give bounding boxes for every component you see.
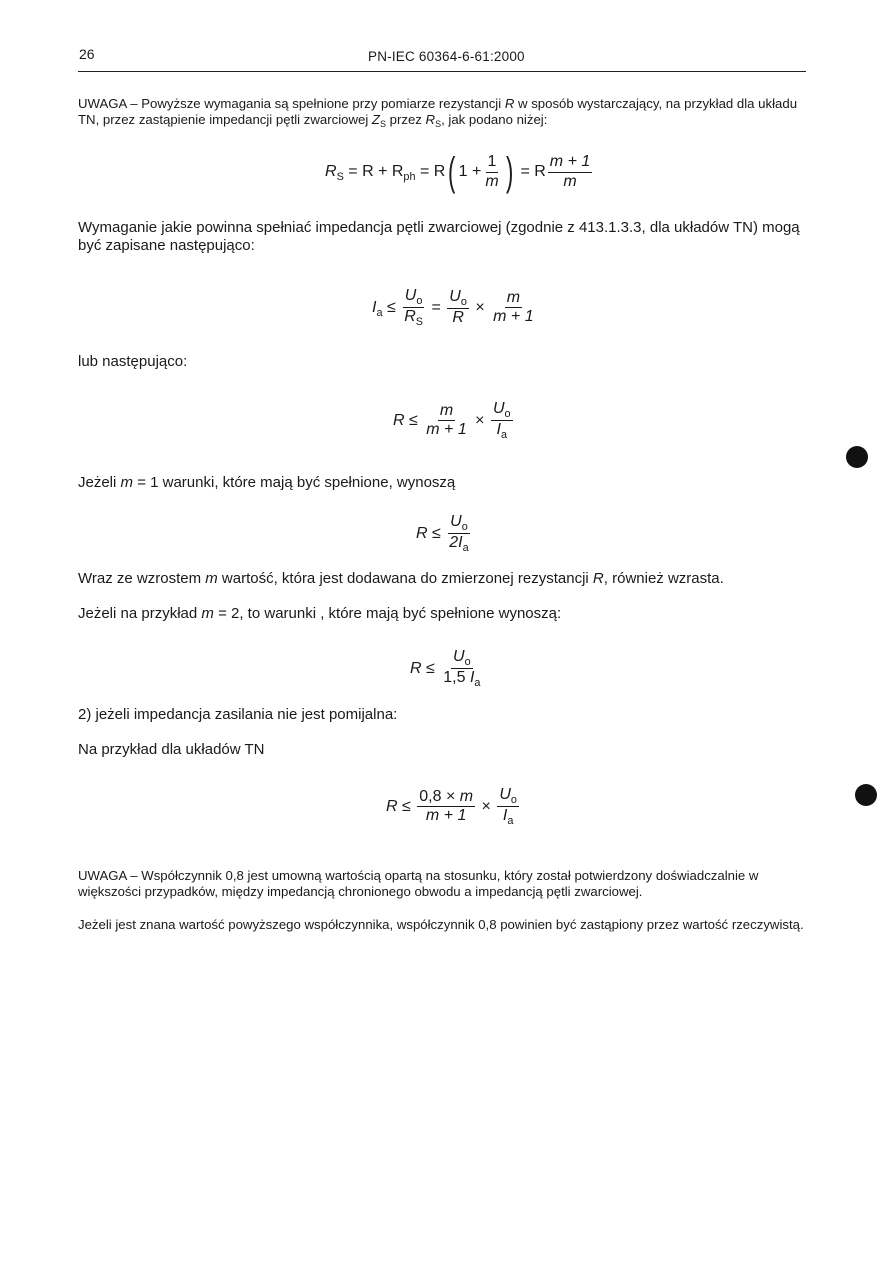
para4-m: m xyxy=(120,474,134,491)
eq3-ia: I xyxy=(496,421,501,439)
eq6-le: ≤ xyxy=(402,798,411,816)
eq1-rs: R xyxy=(325,163,337,181)
eq3-ia-sub: a xyxy=(500,429,508,442)
para6-text-b: = 2, to warunki , które mają być spełnione wynoszą: xyxy=(213,605,562,622)
eq2-rs: R xyxy=(404,308,416,326)
para6-text-a: Jeżeli na przykład xyxy=(78,605,202,622)
eq3-frac-m-m1 xyxy=(424,402,468,440)
note1-sub-s1: S xyxy=(379,119,386,130)
standard-designation: PN-IEC 60364-6-61:2000 xyxy=(368,49,525,64)
eq1-rph-sub: ph xyxy=(403,171,416,184)
eq3-times: × xyxy=(475,412,485,430)
eq6-r: R xyxy=(386,798,398,816)
eq6-times: × xyxy=(481,798,491,816)
eq4-le: ≤ xyxy=(432,525,441,543)
eq2-times: × xyxy=(475,299,485,317)
eq2-u0b: U xyxy=(449,287,461,305)
eq6-u0: U xyxy=(499,786,511,803)
eq3-u0-sub: o xyxy=(504,407,511,420)
eq6-frac-u0-ia xyxy=(497,786,519,828)
right-paren: ) xyxy=(505,150,514,194)
paragraph-or: lub następująco: xyxy=(78,353,188,370)
eq3-le: ≤ xyxy=(409,412,418,430)
eq5-u0-sub: o xyxy=(464,655,471,668)
eq4-u0-sub: o xyxy=(461,520,468,533)
eq3-m-plus-1: m + 1 xyxy=(426,421,467,439)
eq2-u0a-sub: o xyxy=(416,294,423,307)
para5-m: m xyxy=(205,570,218,587)
note1-text-b: w sposób wystarczający, na przykład dla układu TN, przez zastąpienie impedancji pętli zwarciowej xyxy=(78,96,798,128)
eq2-m: m xyxy=(505,289,522,308)
paragraph-m-equals-2 xyxy=(78,605,808,623)
eq4-r: R xyxy=(416,525,428,543)
eq1-eq-r: = R xyxy=(419,163,446,181)
paragraph-increase xyxy=(78,570,808,588)
equation-ia xyxy=(372,287,538,329)
eq2-ia: I xyxy=(372,299,377,317)
eq6-u0-sub: o xyxy=(510,793,517,806)
eq5-den-num: 1,5 xyxy=(443,669,470,687)
eq1-frac-num: 1 xyxy=(486,153,499,172)
eq2-rs-sub: S xyxy=(415,316,424,329)
eq6-ia: I xyxy=(502,807,508,825)
para5-r: R xyxy=(592,570,604,587)
eq1-one-plus: 1 + xyxy=(458,163,482,181)
eq2-frac-u0-r xyxy=(447,288,469,328)
note1-text-c: przez xyxy=(385,112,426,128)
eq2-le: ≤ xyxy=(386,299,396,317)
equation-r-4 xyxy=(386,786,521,828)
note1-sub-s2: S xyxy=(435,119,442,130)
eq2-ia-sub: a xyxy=(376,306,383,319)
eq3-u0: U xyxy=(492,400,505,417)
eq4-frac xyxy=(447,513,470,555)
paragraph-m-equals-1 xyxy=(78,474,808,492)
note1-var-rs: R xyxy=(425,112,436,128)
equation-r-2 xyxy=(416,513,473,555)
note1-text-d: , jak podano niżej: xyxy=(441,112,548,128)
eq2-eq: = xyxy=(431,299,441,317)
eq2-u0a: U xyxy=(404,287,417,304)
eq3-frac-u0-ia xyxy=(491,400,513,442)
page-number: 26 xyxy=(79,46,95,62)
eq2-r: R xyxy=(452,309,464,327)
eq4-u0: U xyxy=(450,513,462,530)
note1-text-a: UWAGA – Powyższe wymagania są spełnione przy pomiarze rezystancji xyxy=(78,96,505,111)
eq5-den-i: I xyxy=(469,669,475,687)
eq1-frac2-den: m xyxy=(563,172,577,190)
para5-text-a: Wraz ze wzrostem xyxy=(78,570,206,587)
note-paragraph-3: Jeżeli jest znana wartość powyższego współczynnika, współczynnik 0,8 powinien być zastąpiony przez wartość rzeczywistą. xyxy=(78,917,804,932)
equation-r-1 xyxy=(393,400,515,442)
eq4-den: 2I xyxy=(449,534,463,552)
eq1-eq-r2: = R xyxy=(520,163,546,181)
eq5-den-sub: a xyxy=(474,677,481,690)
note-paragraph-1 xyxy=(78,96,808,130)
equation-rs xyxy=(325,152,594,192)
eq6-num1: 0,8 × xyxy=(419,787,460,805)
left-paren: ( xyxy=(448,150,456,194)
eq3-r: R xyxy=(393,412,405,430)
eq2-m-plus-1: m + 1 xyxy=(493,308,534,326)
eq2-frac-m-m1 xyxy=(491,289,535,327)
eq1-r-plus: = R + R xyxy=(348,163,404,181)
paragraph-supply-impedance: 2) jeżeli impedancja zasilania nie jest pomijalna: xyxy=(78,706,398,723)
eq1-frac-den: m xyxy=(485,172,499,190)
eq3-m: m xyxy=(438,402,455,421)
para4-text-b: = 1 warunki, które mają być spełnione, wynoszą xyxy=(133,474,456,491)
eq1-rs-sub: S xyxy=(336,171,344,184)
para4-text-a: Jeżeli xyxy=(78,474,121,491)
eq4-den-sub: a xyxy=(462,542,469,555)
eq6-m-plus-1: m + 1 xyxy=(425,807,467,825)
eq6-frac-08m xyxy=(417,788,475,826)
para5-text-c: , również wzrasta. xyxy=(603,570,724,587)
eq6-m: m xyxy=(459,787,474,805)
paragraph-tn-example: Na przykład dla układów TN xyxy=(78,741,265,758)
para5-text-b: wartość, która jest dodawana do zmierzonej rezystancji xyxy=(217,570,593,587)
eq2-frac-u0-rs xyxy=(402,287,425,329)
header-rule xyxy=(78,71,806,72)
eq1-frac-1-over-m xyxy=(483,153,500,191)
eq5-u0: U xyxy=(453,648,465,665)
eq5-le: ≤ xyxy=(426,660,435,678)
punch-hole-upper xyxy=(846,446,868,468)
note1-var-zs: Z xyxy=(371,112,380,128)
note1-var-r: R xyxy=(504,96,515,111)
eq6-ia-sub: a xyxy=(507,815,514,828)
punch-hole-lower xyxy=(855,784,877,806)
note-paragraph-2: UWAGA – Współczynnik 0,8 jest umowną wartością opartą na stosunku, który został potwierdzony doświadczalnie w większości przypadków, między impedancją chronionego obwodu a impedancją pętli zwarciowej. xyxy=(78,868,759,900)
para6-m: m xyxy=(201,605,214,622)
equation-r-3 xyxy=(410,648,484,690)
eq5-r: R xyxy=(410,660,422,678)
eq5-frac xyxy=(441,648,482,690)
eq2-u0b-sub: o xyxy=(460,295,467,308)
eq1-frac2-num: m + 1 xyxy=(548,153,592,172)
eq1-frac-m1-over-m xyxy=(548,153,592,191)
paragraph-requirement: Wymaganie jakie powinna spełniać impedancja pętli zwarciowej (zgodnie z 413.1.3.3, dla układów TN) mogą być zapisane następująco: xyxy=(78,219,800,255)
